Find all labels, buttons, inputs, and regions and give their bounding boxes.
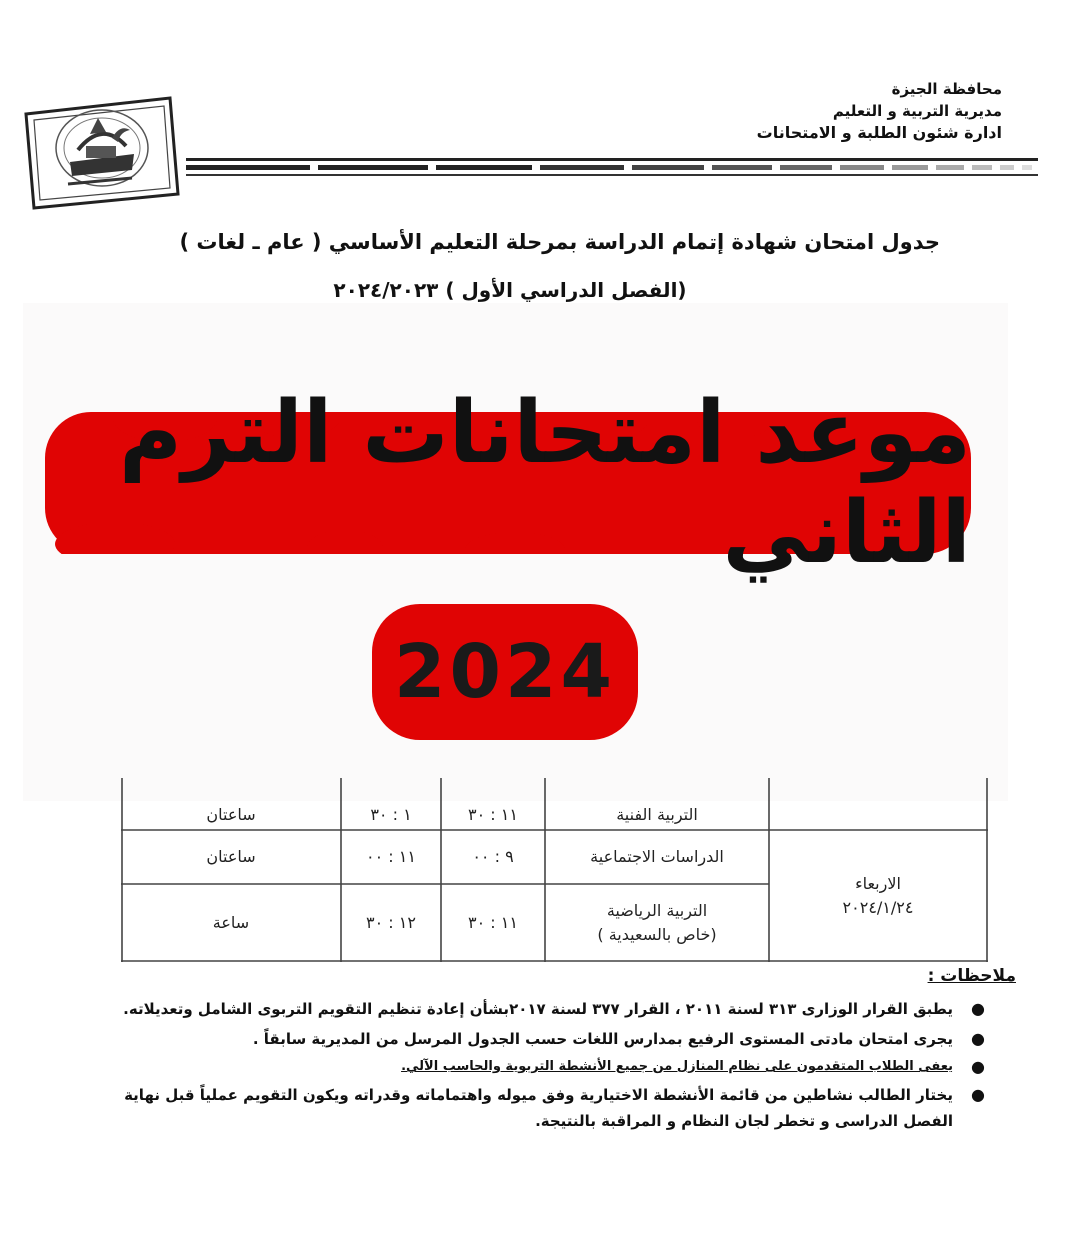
list-item — [78, 1026, 1003, 1052]
end-time-text: ١٢ : ٣٠ — [366, 912, 416, 932]
headline-banner — [45, 383, 971, 583]
day-date-cell — [769, 830, 987, 961]
note-text: يختار الطالب نشاطين من قائمة الأنشطة الاختيارية وفق ميوله واهتماماته وقدراته ويكون التقويم عملياً قبل نهاية الفصل الدراسى و تخطر لجان النظام و المراقبة بالنتيجة. — [124, 1086, 953, 1130]
start-time-text: ١١ : ٣٠ — [468, 805, 518, 824]
document-title: جدول امتحان شهادة إتمام الدراسة بمرحلة التعليم الأساسي ( عام ـ لغات ) — [179, 230, 940, 254]
duration-cell — [121, 830, 341, 884]
headline-text: موعد امتحانات الترم الثاني — [119, 383, 971, 583]
bullet-icon: ● — [971, 1085, 985, 1104]
year-badge — [372, 604, 638, 740]
end-time-cell — [341, 884, 441, 961]
table-row — [121, 800, 341, 830]
issuer-block — [682, 78, 1002, 144]
subject-text: التربية الفنية — [616, 805, 698, 824]
start-time-text: ١١ : ٣٠ — [468, 912, 518, 932]
governorate-name: محافظة الجيزة — [891, 80, 1002, 98]
list-item — [78, 1082, 1003, 1134]
note-text: يعفى الطلاب المتقدمون على نظام المنازل من جميع الأنشطة التربوية والحاسب الآلي. — [401, 1059, 953, 1074]
list-item — [78, 1054, 1003, 1080]
duration-text: ساعتان — [206, 847, 256, 866]
notes-heading: ملاحظات : — [927, 966, 1016, 986]
header-rule — [186, 158, 1038, 178]
directorate-seal-logo — [20, 92, 180, 210]
start-time-text: ٩ : ٠٠ — [472, 847, 514, 866]
document-subtitle: (الفصل الدراسي الأول ) ٢٠٢٤/٢٠٢٣ — [333, 278, 687, 302]
year-text: 2024 — [394, 629, 616, 715]
exam-schedule-table — [121, 778, 988, 962]
end-time-cell — [341, 800, 441, 830]
start-time-cell — [441, 830, 545, 884]
start-time-cell — [441, 884, 545, 961]
end-time-text: ١ : ٣٠ — [370, 805, 412, 824]
end-time-cell — [341, 830, 441, 884]
list-item — [78, 996, 1003, 1022]
bullet-icon: ● — [971, 1029, 985, 1048]
date-text: ٢٠٢٤/١/٢٤ — [842, 897, 914, 917]
end-time-text: ١١ : ٠٠ — [366, 847, 416, 866]
start-time-cell — [441, 800, 545, 830]
bullet-icon: ● — [971, 1057, 985, 1076]
subject-cell — [545, 830, 769, 884]
notes-list — [78, 996, 1003, 1134]
bullet-icon: ● — [971, 999, 985, 1018]
day-text: الاربعاء — [855, 873, 901, 893]
duration-cell: ساعتان — [206, 805, 256, 824]
note-text: يجرى امتحان مادتى المستوى الرفيع بمدارس اللغات حسب الجدول المرسل من المديرية سابقاً . — [252, 1030, 953, 1048]
subject-text: التربية الرياضية — [606, 900, 708, 920]
duration-cell — [121, 884, 341, 961]
subject-cell — [545, 884, 769, 961]
duration-text: ساعة — [212, 912, 250, 932]
subject-note-text: (خاص بالسعيدية ) — [597, 924, 717, 944]
subject-cell — [545, 800, 769, 830]
directorate-name: مديرية التربية و التعليم — [832, 102, 1002, 120]
subject-text: الدراسات الاجتماعية — [590, 847, 724, 866]
note-text: يطبق القرار الوزارى ٣١٣ لسنة ٢٠١١ ، القرار ٣٧٧ لسنة ٢٠١٧بشأن إعادة تنظيم التقويم التربوى الشامل وتعديلاته. — [123, 1000, 953, 1018]
department-name: ادارة شئون الطلبة و الامتحانات — [756, 123, 1002, 142]
